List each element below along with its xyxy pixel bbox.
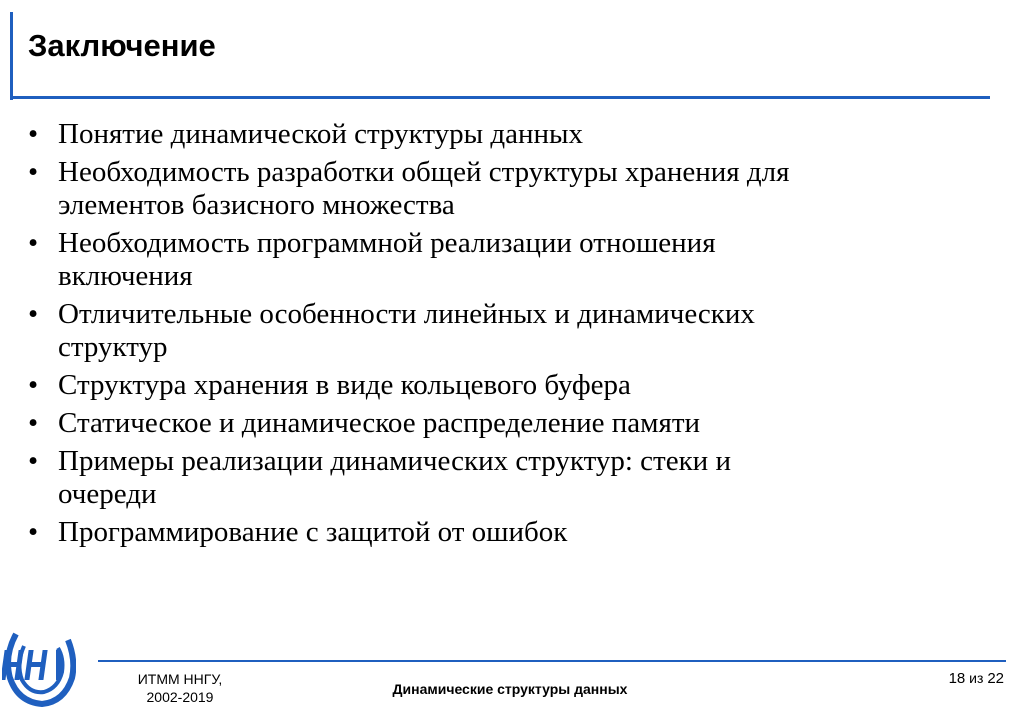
bullet-text: Примеры реализации динамических структур: стеки и <box>58 445 731 477</box>
page-title: Заключение <box>28 28 216 63</box>
footer-divider <box>98 660 1006 662</box>
bullet-dot: • <box>28 118 39 150</box>
list-item <box>28 156 988 222</box>
bullet-dot: • <box>28 369 39 401</box>
bullet-text: элементов базисного множества <box>58 189 455 221</box>
bullet-text: очереди <box>58 478 157 510</box>
bullet-text: Необходимость программной реализации отношения <box>58 227 716 259</box>
list-item <box>28 298 988 364</box>
footer-organization <box>120 670 240 706</box>
bullet-text: Структура хранения в виде кольцевого буфера <box>58 369 631 401</box>
bullet-text: Необходимость разработки общей структуры хранения для <box>58 156 790 188</box>
bullet-list <box>28 118 988 554</box>
page-total: 22 <box>987 670 1004 687</box>
list-item <box>28 369 988 402</box>
bullet-text: Понятие динамической структуры данных <box>58 118 583 150</box>
bullet-dot: • <box>28 445 39 477</box>
title-accent-underline <box>10 96 990 99</box>
list-item <box>28 227 988 293</box>
nngu-logo-icon <box>2 626 76 708</box>
list-item <box>28 445 988 511</box>
list-item <box>28 516 988 549</box>
bullet-text: Статическое и динамическое распределение памяти <box>58 407 701 439</box>
bullet-text: структур <box>58 331 168 363</box>
page-current: 18 <box>948 670 966 687</box>
bullet-dot: • <box>28 156 39 188</box>
footer-course-title: Динамические структуры данных <box>392 681 628 697</box>
footer-years: 2002-2019 <box>146 689 214 705</box>
list-item <box>28 407 988 440</box>
list-item <box>28 118 988 151</box>
page-separator: из <box>969 670 984 686</box>
bullet-text: включения <box>58 260 193 292</box>
bullet-text: Отличительные особенности линейных и динамических <box>58 298 755 330</box>
page-number <box>900 670 1004 687</box>
title-accent-vertical <box>10 12 13 100</box>
bullet-dot: • <box>28 516 39 548</box>
footer-org-name: ИТММ ННГУ, <box>137 671 223 687</box>
bullet-dot: • <box>28 298 39 330</box>
bullet-dot: • <box>28 227 39 259</box>
bullet-text: Программирование с защитой от ошибок <box>58 516 568 548</box>
bullet-dot: • <box>28 407 39 439</box>
